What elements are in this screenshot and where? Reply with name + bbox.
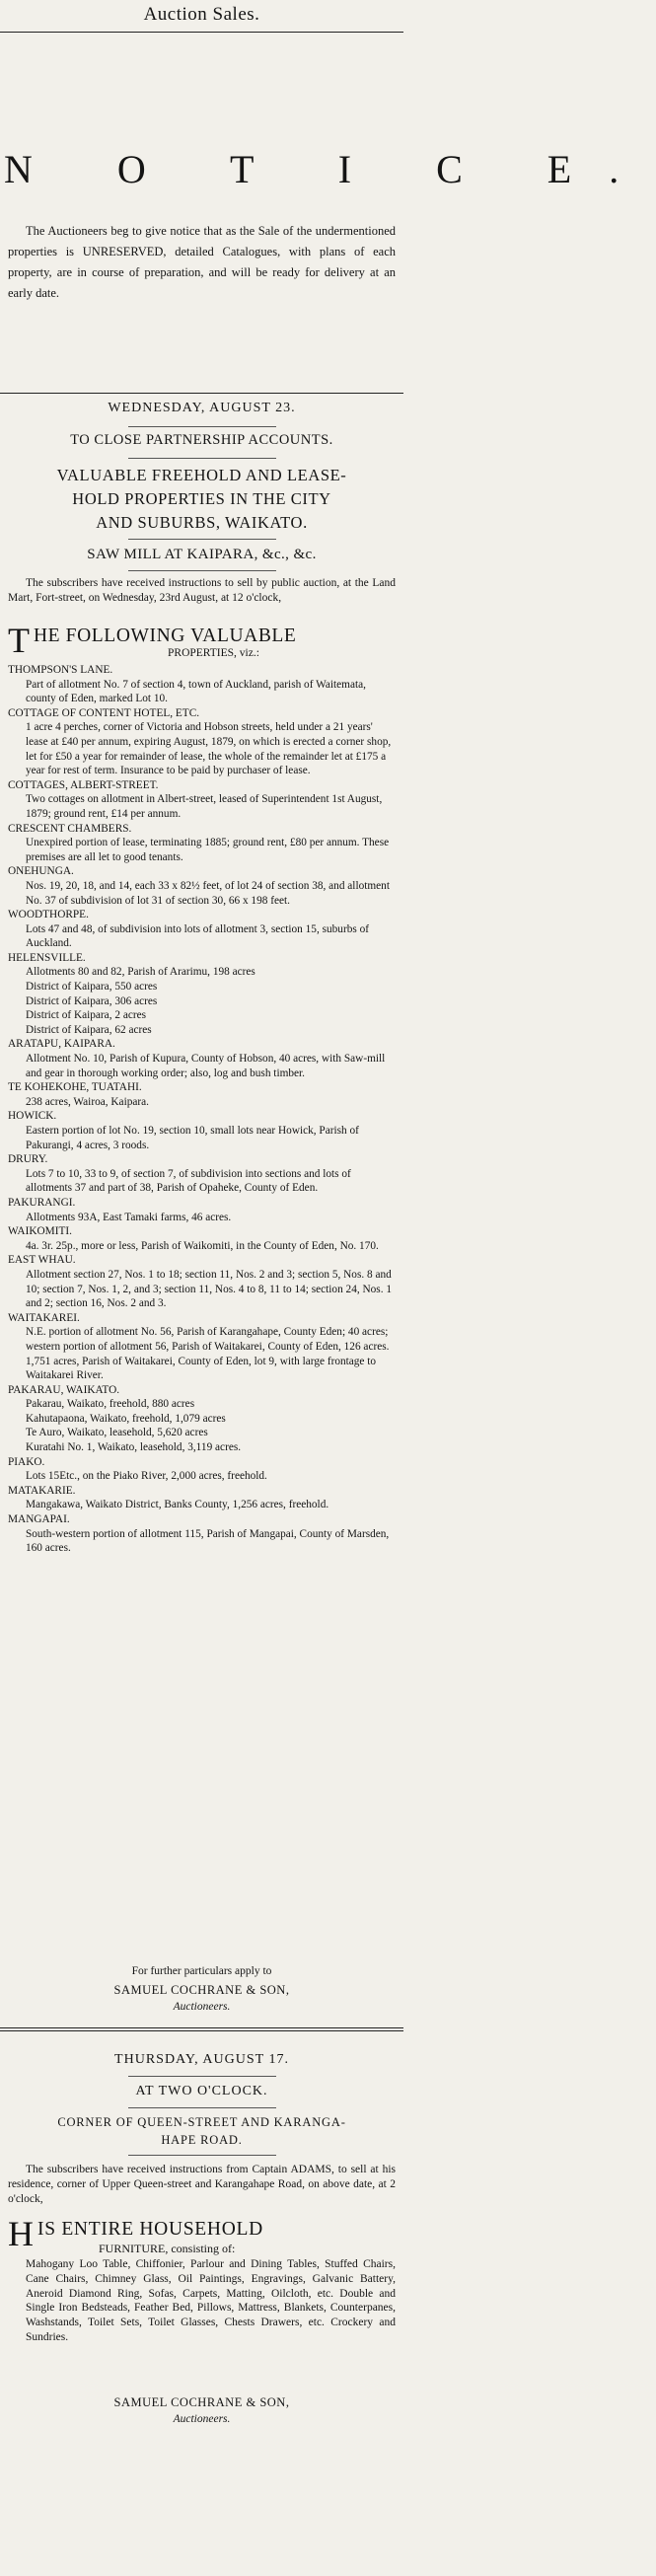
sale2-time: AT TWO O'CLOCK. [135, 2084, 268, 2098]
property-detail: South-western portion of allotment 115, Parish of Mangapai, County of Marsden, 160 acres. [26, 1527, 390, 1555]
property-detail: Two cottages on allotment in Albert-street, leased of Superintendent 1st August, 1879; ground rent, £14 per annum. [26, 793, 383, 820]
notice-body: The Auctioneers beg to give notice that as the Sale of the undermentioned properties is UNRESERVED, detailed Catalogues, with plans of each property, are in course of preparation, and will be ready for delivery at an early date. [8, 224, 396, 300]
property-detail: 238 acres, Wairoa, Kaipara. [26, 1095, 149, 1108]
saw-mill-heading: SAW MILL AT KAIPARA, &c., &c. [87, 547, 317, 562]
property-detail: 1 acre 4 perches, corner of Victoria and Hobson streets, held under a 21 years' lease at £40 per annum, expiring August, 1879, on which is erected a corner shop, let for £50 a year for remainder of lease, the whole of the remainder let at £175 a year for rest of term. Insurance to be paid by purchaser of lease. [26, 721, 392, 777]
property-heading: PAKURANGI. [8, 1196, 76, 1209]
property-heading: THOMPSON'S LANE. [8, 664, 113, 676]
property-heading: COTTAGE OF CONTENT HOTEL, ETC. [8, 706, 200, 719]
property-detail: Te Auro, Waikato, leasehold, 5,620 acres [26, 1427, 208, 1439]
property-list [8, 663, 396, 1556]
property-detail: Lots 15Etc., on the Piako River, 2,000 acres, freehold. [26, 1470, 267, 1483]
property-detail: Kuratahi No. 1, Waikato, leasehold, 3,119 acres. [26, 1441, 242, 1454]
sale2-auctioneers-name: SAMUEL COCHRANE & SON, [113, 2395, 290, 2409]
sale2-location-rule [128, 2155, 276, 2156]
sale1-auctioneers-title: Auctioneers. [173, 2001, 231, 2013]
property-detail: Lots 7 to 10, 33 to 9, of section 7, of subdivision into sections and lots of allotments 37 and part of 38, Parish of Opaheke, County of Eden. [26, 1167, 351, 1195]
sale2-title-line1: IS ENTIRE HOUSEHOLD [37, 2219, 263, 2240]
sale2-dropcap: H [8, 2214, 34, 2253]
property-detail: Eastern portion of lot No. 19, section 10, small lots near Howick, Parish of Pakurangi, 4 acres, 3 roods. [26, 1125, 359, 1151]
sale1-end-rule [0, 2027, 403, 2028]
particulars-text: For further particulars apply to [131, 1965, 272, 1977]
sale1-date: WEDNESDAY, AUGUST 23. [108, 401, 296, 415]
property-heading: ONEHUNGA. [8, 865, 74, 878]
property-detail: Allotments 93A, East Tamaki farms, 46 acres. [26, 1211, 232, 1223]
property-heading: DRURY. [8, 1153, 48, 1166]
sale2-intro: The subscribers have received instructions from Captain ADAMS, to sell at his residence, corner of Upper Queen-street and Karangahape Road, on above date, at 2 o'clock, [8, 2164, 396, 2205]
property-heading: WAIKOMITI. [8, 1225, 72, 1238]
property-heading: HELENSVILLE. [8, 951, 86, 964]
property-heading: MANGAPAI. [8, 1513, 70, 1526]
sale1-end-rule-2 [0, 2030, 403, 2031]
sale1-title-line2: HOLD PROPERTIES IN THE CITY [72, 489, 331, 508]
sale1-dropcap: T [8, 621, 30, 660]
property-detail: District of Kaipara, 306 acres [26, 994, 158, 1007]
property-detail: N.E. portion of allotment No. 56, Parish of Karangahape, County Eden; 40 acres; western portion of allotment 56, Parish of Waitakarei, County of Eden, 126 acres. [26, 1326, 390, 1353]
property-detail: 1,751 acres, Parish of Waitakarei, County of Eden, lot 9, with large frontage to Waitakarei River. [26, 1355, 377, 1382]
property-heading: ARATAPU, KAIPARA. [8, 1038, 115, 1051]
sale1-purpose-rule [128, 458, 276, 459]
page-title: Auction Sales. [143, 4, 260, 25]
sale1-title-line3: AND SUBURBS, WAIKATO. [96, 513, 308, 532]
sale1-date-rule [128, 426, 276, 427]
property-heading: EAST WHAU. [8, 1254, 76, 1267]
header-rule [0, 32, 403, 33]
property-detail: District of Kaipara, 2 acres [26, 1009, 147, 1022]
sale2-title-line2: FURNITURE, consisting of: [99, 2242, 236, 2255]
property-detail: Part of allotment No. 7 of section 4, town of Auckland, parish of Waitemata, county of Eden, marked Lot 10. [26, 678, 366, 705]
property-detail: Mangakawa, Waikato District, Banks County, 1,256 acres, freehold. [26, 1499, 329, 1511]
property-detail: Nos. 19, 20, 18, and 14, each 33 x 82½ feet, of lot 24 of section 38, and allotment No. 37 of subdivision of lot 31 of section 30, 66 x 198 feet. [26, 879, 390, 907]
property-heading: PIAKO. [8, 1455, 45, 1468]
following-heading: HE FOLLOWING VALUABLE [34, 626, 297, 646]
notice-rule [0, 393, 403, 394]
property-detail: Allotment No. 10, Parish of Kupura, County of Hobson, 40 acres, with Saw-mill and gear in thorough working order; also, log and bush timber. [26, 1053, 386, 1079]
sale2-date-rule [128, 2076, 276, 2077]
sale2-location-line2: HAPE ROAD. [161, 2133, 243, 2147]
property-detail: District of Kaipara, 62 acres [26, 1023, 152, 1036]
property-detail: Pakarau, Waikato, freehold, 880 acres [26, 1398, 195, 1411]
saw-mill-rule [128, 570, 276, 571]
property-heading: TE KOHEKOHE, TUATAHI. [8, 1081, 142, 1094]
notice-heading: N O T I C E. [4, 147, 656, 191]
property-detail: Allotments 80 and 82, Parish of Ararimu, 198 acres [26, 966, 255, 979]
sale2-auctioneers-title: Auctioneers. [173, 2413, 231, 2425]
property-heading: WAITAKAREI. [8, 1311, 80, 1324]
sale2-time-rule [128, 2107, 276, 2108]
property-detail: District of Kaipara, 550 acres [26, 981, 158, 994]
property-detail: Allotment section 27, Nos. 1 to 18; section 11, Nos. 2 and 3; section 5, Nos. 8 and 10; section 7, Nos. 1, 2, and 3; section 11, Nos. 4 to 8, 11 to 14; section 24, Nos. 1 and 2; section 16, Nos. 2 and 3. [26, 1268, 392, 1310]
property-heading: COTTAGES, ALBERT-STREET. [8, 778, 159, 791]
property-heading: WOODTHORPE. [8, 909, 89, 921]
property-heading: HOWICK. [8, 1110, 57, 1123]
property-detail: Unexpired portion of lease, terminating 1885; ground rent, £80 per annum. These premises are all let to good tenants. [26, 837, 390, 863]
following-subheading: PROPERTIES, viz.: [168, 647, 259, 659]
sale1-auctioneers-name: SAMUEL COCHRANE & SON, [113, 1983, 290, 1997]
sale1-title-line1: VALUABLE FREEHOLD AND LEASE- [56, 466, 347, 484]
sale1-title-rule [128, 539, 276, 540]
sale1-purpose: TO CLOSE PARTNERSHIP ACCOUNTS. [70, 432, 333, 448]
sale2-location-line1: CORNER OF QUEEN-STREET AND KARANGA- [57, 2115, 346, 2129]
property-detail: 4a. 3r. 25p., more or less, Parish of Waikomiti, in the County of Eden, No. 170. [26, 1239, 379, 1252]
furniture-list: Mahogany Loo Table, Chiffonier, Parlour and Dining Tables, Stuffed Chairs, Cane Chairs, Chimney Glass, Oil Paintings, Engravings, Galvanic Battery, Aneroid Diamond Ring, Sofas, Carpets, Matting, Oilcloth, etc. Double and Single Iron Bedsteads, Feather Bed, Pillows, Mattress, Blankets, Counterpanes, Washstands, Toilet Sets, Toilet Glasses, Chests Drawers, etc. Crockery and Sundries. [26, 2258, 396, 2343]
property-heading: CRESCENT CHAMBERS. [8, 822, 132, 835]
sale1-intro: The subscribers have received instructions to sell by public auction, at the Land Mart, Fort-street, on Wednesday, 23rd August, at 12 o'clock, [8, 577, 396, 604]
property-detail: Lots 47 and 48, of subdivision into lots of allotment 3, section 15, suburbs of Auckland. [26, 922, 369, 950]
property-heading: PAKARAU, WAIKATO. [8, 1383, 120, 1396]
property-detail: Kahutapaona, Waikato, freehold, 1,079 acres [26, 1412, 226, 1425]
sale2-date: THURSDAY, AUGUST 17. [114, 2052, 289, 2067]
property-heading: MATAKARIE. [8, 1484, 76, 1497]
